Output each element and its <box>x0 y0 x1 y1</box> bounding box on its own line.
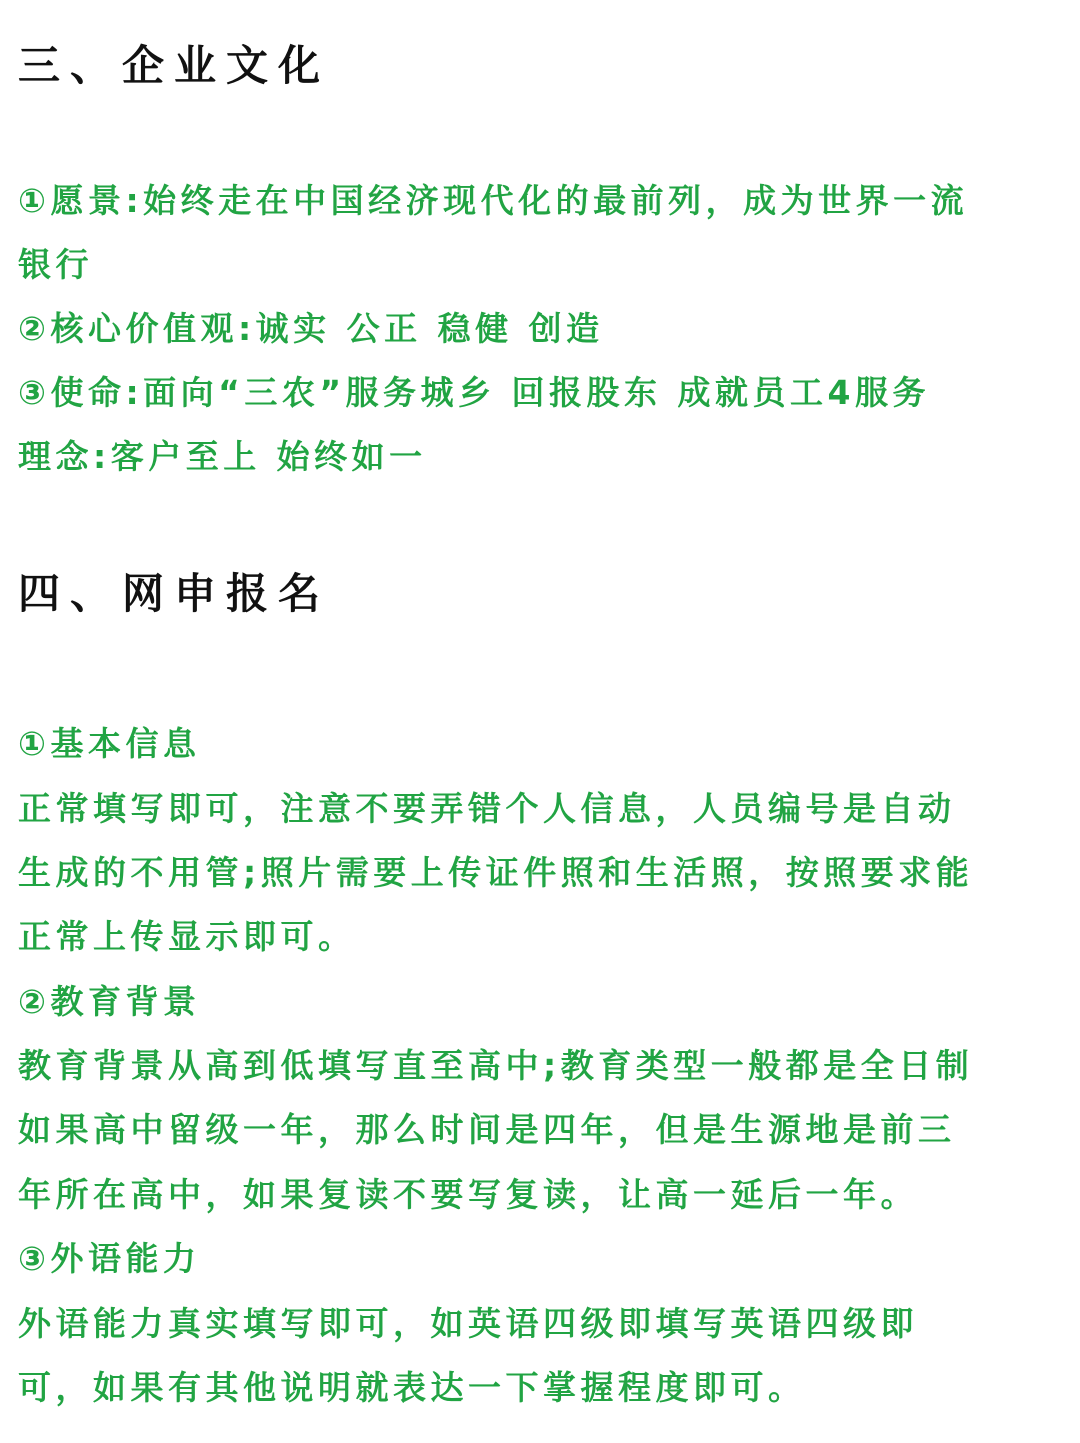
section-3-line: ③使命:面向“三农”服务城乡 回报股东 成就员工4服务 <box>18 373 930 412</box>
section-4-line: 正常填写即可，注意不要弄错个人信息，人员编号是自动 <box>18 789 956 828</box>
section-3-heading: 三、企业文化 <box>18 41 331 90</box>
section-4-heading: 四、网申报名 <box>18 569 331 618</box>
section-4-subheading: ②教育背景 <box>18 982 201 1021</box>
section-4-line: 年所在高中，如果复读不要写复读，让高一延后一年。 <box>18 1175 918 1214</box>
section-4-line: 教育背景从高到低填写直至高中;教育类型一般都是全日制 <box>18 1046 974 1085</box>
section-4-line: 生成的不用管;照片需要上传证件照和生活照，按照要求能 <box>18 853 974 892</box>
section-3-line: ②核心价值观:诚实 公正 稳健 创造 <box>18 309 604 348</box>
section-4-line: 正常上传显示即可。 <box>18 917 356 956</box>
section-3-line: ①愿景:始终走在中国经济现代化的最前列，成为世界一流 <box>18 181 969 220</box>
section-4-line: 外语能力真实填写即可，如英语四级即填写英语四级即 <box>18 1304 918 1343</box>
section-4-subheading: ③外语能力 <box>18 1239 201 1278</box>
section-4-line: 可，如果有其他说明就表达一下掌握程度即可。 <box>18 1368 806 1407</box>
section-3-line: 理念:客户至上 始终如一 <box>18 437 427 476</box>
section-4-line: 如果高中留级一年，那么时间是四年，但是生源地是前三 <box>18 1110 956 1149</box>
section-3-line: 银行 <box>18 245 93 284</box>
section-4-subheading: ①基本信息 <box>18 724 201 763</box>
